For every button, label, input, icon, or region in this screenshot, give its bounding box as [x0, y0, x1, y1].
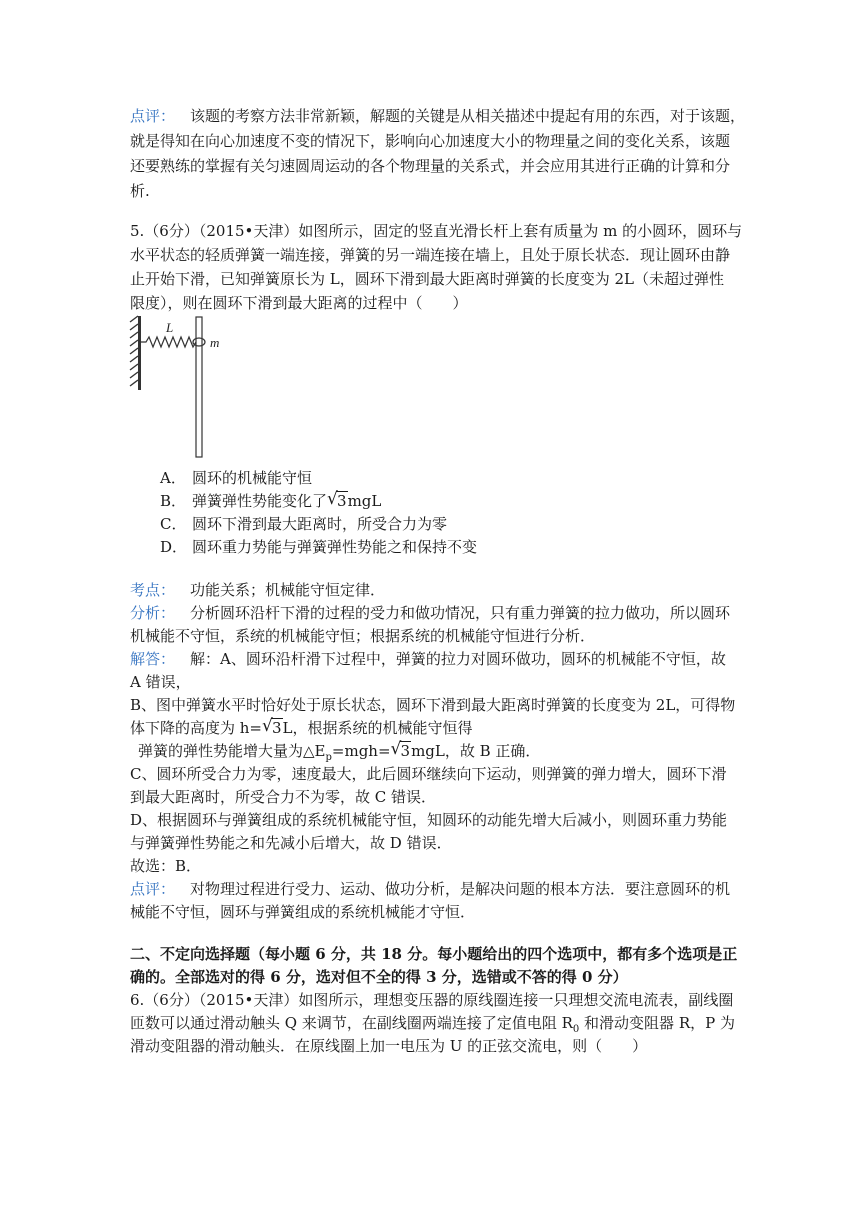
- fenxi-line-1: 分析： 分析圆环沿杆下滑的过程的受力和做功情况，只有重力弹簧的拉力做功，所以圆环: [130, 604, 731, 622]
- jieda-line-c1: C、圆环所受合力为零，速度最大，此后圆环继续向下运动，则弹簧的弹力增大，圆环下滑: [130, 765, 727, 783]
- jieda-line-b1: B、图中弹簧水平时恰好处于原长状态，圆环下滑到最大距离时弹簧的长度变为 2L，可得物: [130, 696, 736, 714]
- comment-line-3: 还要熟练的掌握有关匀速圆周运动的各个物理量的关系式，并会应用其进行正确的计算和分: [130, 157, 731, 175]
- jieda-line-b2: 体下降的高度为 h=√ 3L，根据系统的机械能守恒得: [130, 718, 473, 738]
- q5-option-a: A． 圆环的机械能守恒: [160, 469, 313, 487]
- comment-line-2: 就是得知在向心加速度不变的情况下，影响向心加速度大小的物理量之间的变化关系，该题: [130, 132, 731, 150]
- dianping-line-2: 械能不守恒，圆环与弹簧组成的系统机械能才守恒．: [130, 903, 476, 921]
- q5-stem-line-2: 水平状态的轻质弹簧一端连接，弹簧的另一端连接在墙上，且处于原长状态．现让圆环由静: [130, 246, 731, 264]
- jieda-line-b3: 弹簧的弹性势能增大量为$\triangle E_p=mgh=√$ 3mgL，故 B 正确．: [138, 741, 540, 768]
- sqrt-symbol: √ 3: [327, 491, 348, 511]
- comment-line-4: 析.: [130, 182, 150, 200]
- answer-line: 故选：B．: [130, 857, 202, 875]
- spring-rod-figure: [128, 314, 238, 460]
- comment-tag: 点评：: [130, 107, 176, 125]
- q5-option-b: B． 弹簧弹性势能变化了√ 3mgL: [160, 491, 381, 511]
- q5-stem-line-3: 止开始下滑，已知弹簧原长为 L，圆环下滑到最大距离时弹簧的长度变为 2L（未超过弹性: [130, 270, 725, 288]
- jieda-line-1: 解答： 解：A、圆环沿杆滑下过程中，弹簧的拉力对圆环做功，圆环的机械能不守恒，故: [130, 650, 726, 668]
- jieda-line-d1: D、根据圆环与弹簧组成的系统机械能守恒，知圆环的动能先增大后减小，则圆环重力势能: [130, 811, 728, 829]
- section2-title-line-1: 二、不定向选择题（每小题 6 分，共 18 分。每小题给出的四个选项中，都有多个选项是正: [130, 945, 738, 963]
- jieda-line-a: A 错误，: [130, 673, 191, 691]
- wall-hatch: [130, 316, 141, 390]
- spring: [141, 337, 200, 347]
- q6-stem-line-1: 6.（6分）（2015•天津）如图所示，理想变压器的原线圈连接一只理想交流电流表，副线圈: [130, 991, 734, 1009]
- kaodian-line: 考点： 功能关系；机械能守恒定律．: [130, 581, 386, 599]
- section2-title-line-2: 确的。全部选对的得 6 分，选对但不全的得 3 分，选错或不答的得 0 分）: [130, 968, 628, 986]
- comment-line-1: 点评： 该题的考察方法非常新颖，解题的关键是从相关描述中提起有用的东西，对于该题，: [130, 107, 746, 125]
- q5-stem-line-4: 限度），则在圆环下滑到最大距离的过程中（ ）: [130, 294, 468, 312]
- mass-label: m: [210, 335, 220, 350]
- dianping-line-1: 点评： 对物理过程进行受力、运动、做功分析，是解决问题的根本方法．要注意圆环的机: [130, 880, 731, 898]
- q5-stem-line-1: 5.（6分）（2015•天津）如图所示，固定的竖直光滑长杆上套有质量为 m 的小圆环，圆环与: [130, 222, 743, 240]
- fenxi-line-2: 机械能不守恒，系统的机械能守恒；根据系统的机械能守恒进行分析．: [130, 627, 596, 645]
- jieda-line-d2: 与弹簧弹性势能之和先减小后增大，故 D 错误．: [130, 834, 452, 852]
- jieda-line-c2: 到最大距离时，所受合力不为零，故 C 错误．: [130, 788, 437, 806]
- q6-stem-line-3: 滑动变阻器的滑动触头．在原线圈上加一电压为 U 的正弦交流电，则（ ）: [130, 1037, 648, 1055]
- spring-length-label: L: [166, 320, 174, 335]
- q5-option-d: D． 圆环重力势能与弹簧弹性势能之和保持不变: [160, 538, 478, 556]
- q6-stem-line-2: 匝数可以通过滑动触头 Q 来调节，在副线圈两端连接了定值电阻 $R_0$ 和滑动变阻器 R，P 为: [130, 1014, 735, 1035]
- q5-option-c: C． 圆环下滑到最大距离时，所受合力为零: [160, 515, 448, 533]
